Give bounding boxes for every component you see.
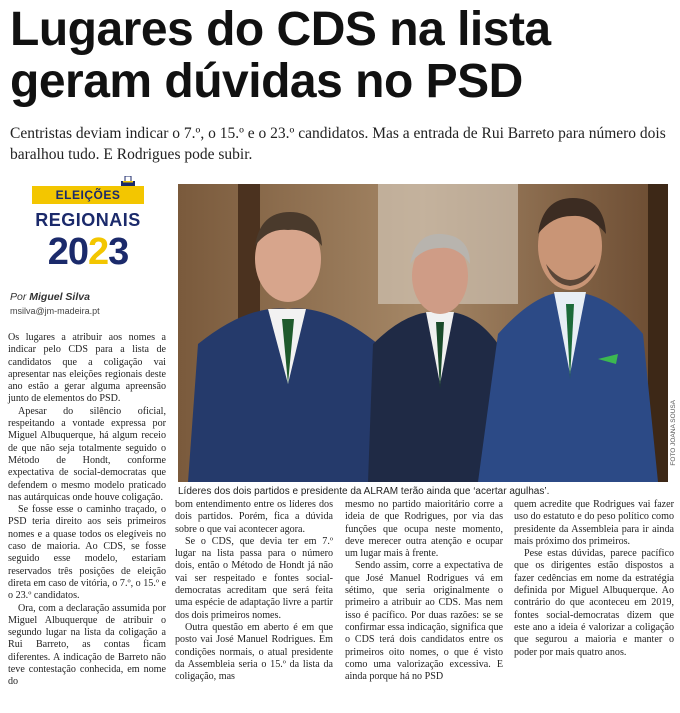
article-column-1 [8,332,166,689]
paragraph: quem acredite que Rodrigues vai fazer uso do estatuto e do peso político como presidente da Assembleia para ir ainda mais próximo dos primeiros. [514,499,674,547]
badge-year-part-2: 2 [88,231,109,273]
elections-badge [28,176,148,286]
paragraph: Se o CDS, que devia ter em 7.º lugar na lista passa para o número dois, então o Método de Hondt já não vai ser respeitado e fontes social-democratas acreditam que será feita uma espécie de adaptação livre a partir dos dois primeiros nomes. [175,535,333,621]
paragraph: Os lugares a atribuir aos nomes a indicar pelo CDS para a lista de candidatos que a coligação vai apresentar nas eleições regionais deste ano estão a gerar alguma apreensão junto de elementos do PSD. [8,332,166,405]
article-column-4 [514,499,674,659]
byline [10,291,90,303]
article-photo [178,184,668,482]
subheadline: Centristas deviam indicar o 7.º, o 15.º e o 23.º candidatos. Mas a entrada de Rui Barreto para número dois baralhou tudo. E Rodrigues pode subir. [10,125,666,163]
badge-year-part-1: 20 [47,231,88,273]
badge-year [28,230,148,274]
badge-top-label: ELEIÇÕES [32,186,144,204]
paragraph: Ora, com a declaração assumida por Miguel Albuquerque de atribuir o segundo lugar na lista da coligação a Rui Barreto, as contas ficam diferentes. A indicação de Barreto não teve contestação conhecida, em nome do [8,602,166,688]
byline-author: Miguel Silva [29,291,90,303]
photo-illustration [178,184,668,482]
article-column-2 [175,499,333,683]
photo-credit: FOTO JOANA SOUSA [670,400,677,466]
author-email: msilva@jm-madeira.pt [10,306,100,316]
paragraph: Outra questão em aberto é em que posto vai José Manuel Rodrigues. Em condições normais, o atual presidente da Assembleia seria o 15.º da lista da coligação, mas [175,621,333,683]
article-column-3 [345,499,503,683]
badge-middle-label: REGIONAIS [35,210,141,230]
headline-line-2: geram dúvidas no PSD [10,55,523,108]
paragraph: Se fosse esse o caminho traçado, o PSD teria direito aos seis primeiros nomes e a quase todos os elegíveis no caso de maioria. Ao CDS, se fosse seguido esse modelo, estariam reservados três posições de eleição direta em caso de vitória, o 7.º, o 15.º e o 23.º candidatos. [8,504,166,602]
byline-prefix: Por [10,291,27,303]
paragraph: mesmo no partido maioritário corre a ideia de que Rodrigues, por via das funções que ocupa neste momento, deve merecer outra atenção e ocupar um lugar mais à frente. [345,499,503,560]
paragraph: Apesar do silêncio oficial, respeitando a vontade expressa por Miguel Albuquerque, há algum receio de que não seja totalmente seguido o Método de Hondt, conforme expectativa de social-democratas que defendem o mesmo modelo praticado nas autárquicas onde houve coligação. [8,405,166,503]
headline [10,4,670,108]
headline-line-1: Lugares do CDS na lista [10,3,551,56]
paragraph: Pese estas dúvidas, parece pacífico que os dirigentes estão dispostos a fazer cedências em nome da estratégia definida por Miguel Albuquerque. Ao contrário do que aconteceu em 2019, fontes social-democratas dizem que este ano a ideia é valorizar a coligação que segurou a maioria e manter o poder por mais quatro anos. [514,548,674,658]
photo-caption: Líderes dos dois partidos e presidente da ALRAM terão ainda que ‘acertar agulhas’. [178,486,550,497]
paragraph: Sendo assim, corre a expectativa de que José Manuel Rodrigues vá em sétimo, que seria originalmente o primeiro a atribuir ao CDS. Mas nem isso é pacífico. Por duas razões: se se confirmar essa indicação, significa que o CDS terá dois candidatos entre os primeiros oito nomes, o que é visto como uma valorização excessiva. E ainda porque há no PSD [345,560,503,683]
badge-year-part-3: 3 [108,231,129,273]
paragraph: bom entendimento entre os líderes dos dois partidos. Porém, fica a dúvida sobre o que vai acontecer agora. [175,499,333,535]
